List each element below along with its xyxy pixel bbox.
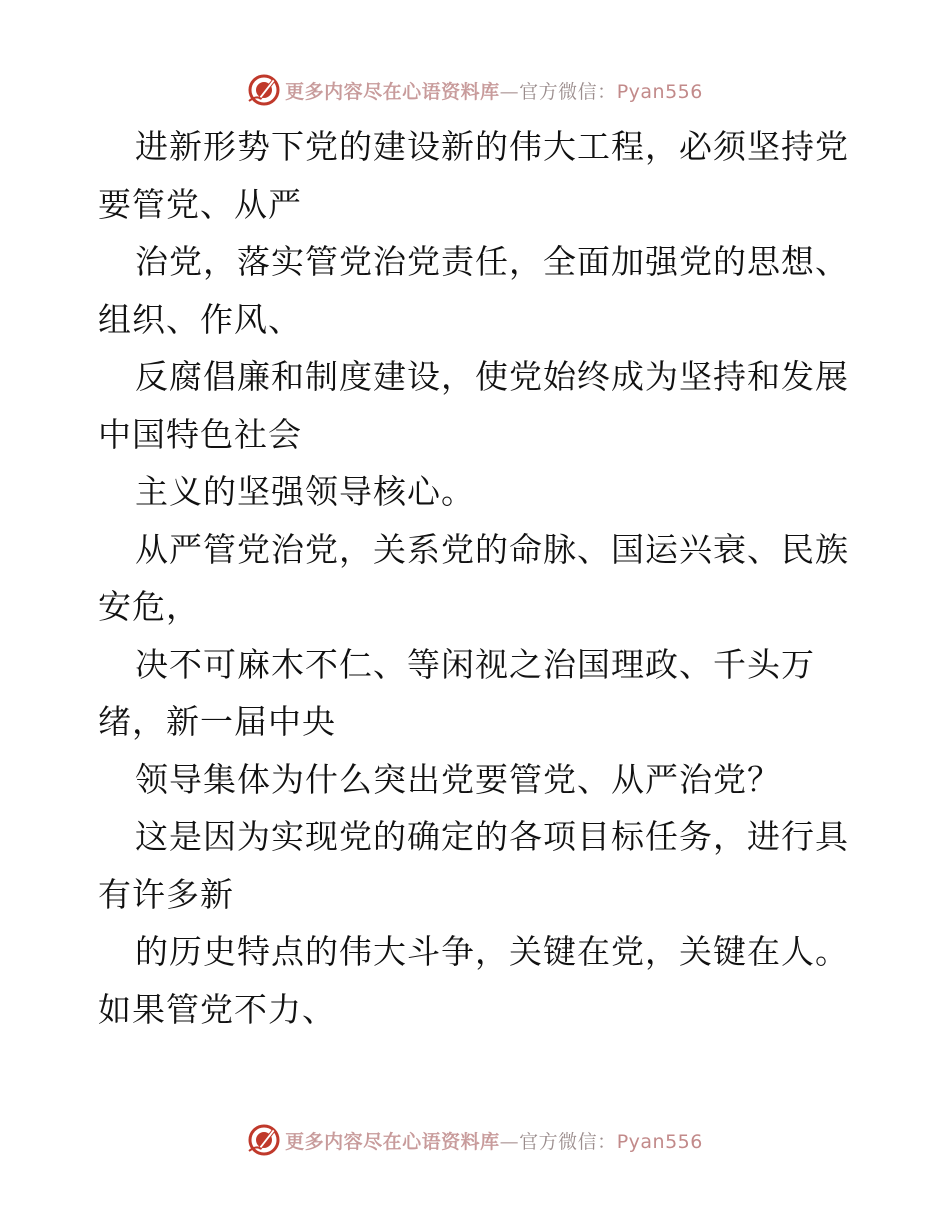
body-line: 进新形势下党的建设新的伟大工程，必须坚持党: [135, 127, 849, 166]
header-banner: [0, 70, 950, 110]
banner-dash: —: [499, 1130, 520, 1153]
banner-wechat-handle: Pyan556: [616, 80, 703, 103]
body-line: 中国特色社会: [98, 414, 302, 454]
body-line: 绪，新一届中央: [98, 702, 336, 741]
body-line: 反腐倡廉和制度建设，使党始终成为坚持和发展: [135, 357, 849, 396]
banner-text: [285, 1127, 703, 1154]
body-line: 主义的坚强领导核心。: [135, 472, 475, 511]
document-body: [98, 118, 858, 1038]
body-line: 要管党、从严: [98, 184, 302, 224]
body-line: 治党，落实管党治党责任，全面加强党的思想、: [135, 242, 849, 281]
quill-seal-icon: [247, 73, 281, 107]
banner-title: 更多内容尽在心语资料库: [285, 80, 500, 103]
body-line: 安危，: [98, 587, 200, 626]
body-line: 有许多新: [98, 874, 234, 914]
banner-wechat-label: 官方微信：: [519, 1130, 617, 1153]
body-line: 组织、作风、: [98, 299, 302, 339]
banner-text: [285, 77, 703, 104]
quill-seal-icon: [247, 1123, 281, 1157]
banner-wechat-handle: Pyan556: [616, 1130, 703, 1153]
banner-title: 更多内容尽在心语资料库: [285, 1130, 500, 1153]
body-line: 决不可麻木不仁、等闲视之治国理政、千头万: [135, 644, 815, 684]
body-line: 的历史特点的伟大斗争，关键在党，关键在人。: [135, 932, 849, 971]
body-line: 领导集体为什么突出党要管党、从严治党？: [135, 759, 781, 799]
footer-banner: [0, 1120, 950, 1160]
body-line: 这是因为实现党的确定的各项目标任务，进行具: [135, 817, 849, 856]
banner-dash: —: [499, 80, 520, 103]
banner-wechat-label: 官方微信：: [519, 80, 617, 103]
body-line: 从严管党治党，关系党的命脉、国运兴衰、民族: [135, 529, 849, 569]
body-line: 如果管党不力、: [98, 989, 336, 1029]
